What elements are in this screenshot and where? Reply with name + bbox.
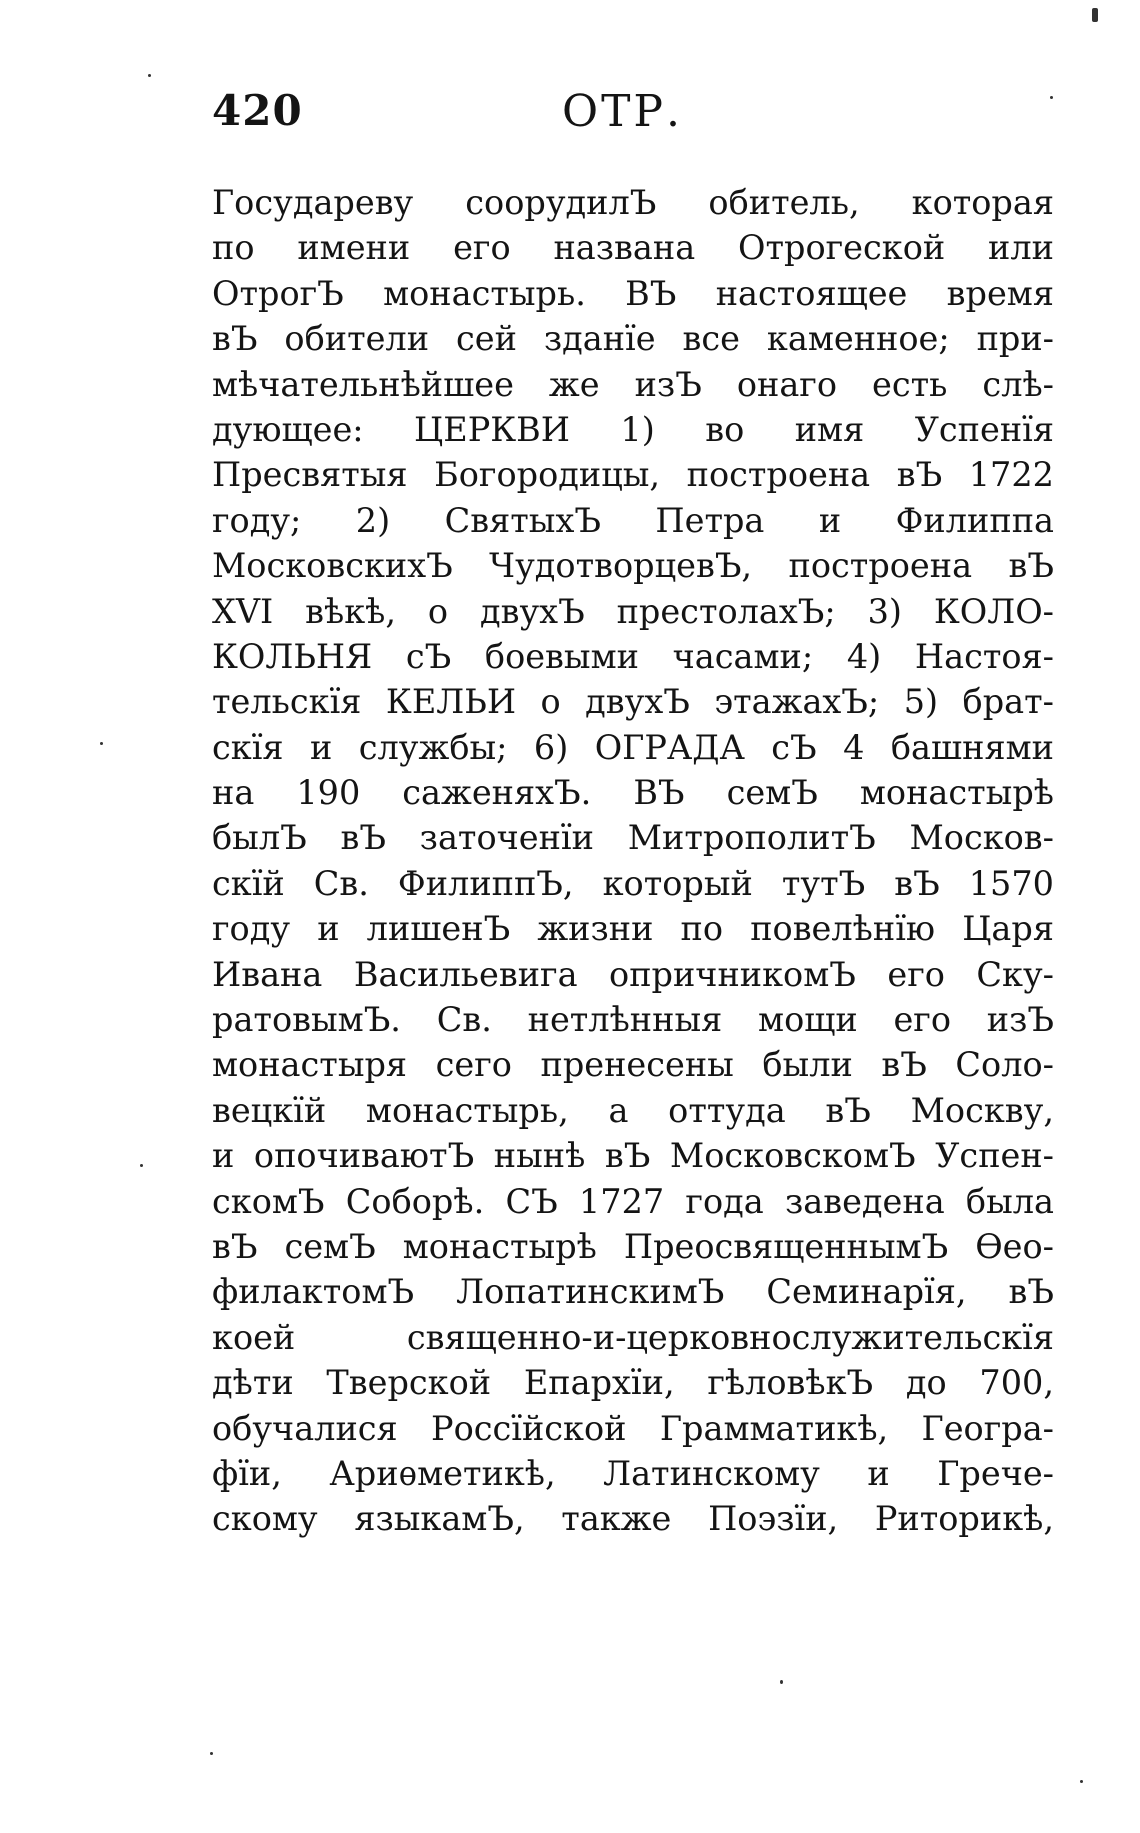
- text-line: дѣти Тверской Епархїи, гѣловѣкЪ до 700,: [212, 1363, 1054, 1403]
- text-line: тельскїя КЕЛЬИ о двухЪ этажахЪ; 5) брат-: [212, 682, 1054, 722]
- running-head: ОТР.: [562, 86, 684, 137]
- text-line: скому языкамЪ, также Поэзїи, Риторикѣ,: [212, 1499, 1054, 1539]
- body-text: [212, 180, 1054, 1542]
- text-line: МосковскихЪ ЧудотворцевЪ, построена вЪ: [212, 546, 1054, 586]
- text-line: дующее: ЦЕРКВИ 1) во имя Успенїя: [212, 409, 1054, 449]
- text-line: мѣчательнѣйшее же изЪ онаго есть слѣ-: [212, 364, 1054, 404]
- text-line: монастыря сего пренесены были вЪ Соло-: [212, 1045, 1054, 1085]
- text-line: вецкїй монастырь, а оттуда вЪ Москву,: [212, 1090, 1054, 1130]
- text-line: и опочиваютЪ нынѣ вЪ МосковскомЪ Успен-: [212, 1136, 1054, 1176]
- text-line: Пресвятыя Богородицы, построена вЪ 1722: [212, 455, 1054, 495]
- text-line: ОтрогЪ монастырь. ВЪ настоящее время: [212, 273, 1054, 313]
- scan-speck: [1050, 96, 1053, 99]
- page-header: [212, 78, 1052, 148]
- scan-speck: [1092, 8, 1098, 22]
- text-line: былЪ вЪ заточенїи МитрополитЪ Москов-: [212, 818, 1054, 858]
- text-line: фїи, Ариѳметикѣ, Латинскому и Грече-: [212, 1453, 1054, 1493]
- text-line: XVI вѣкѣ, о двухЪ престолахЪ; 3) КОЛО-: [212, 591, 1054, 631]
- text-line: вЪ семЪ монастырѣ ПреосвященнымЪ Ѳео-: [212, 1226, 1054, 1266]
- page-number: 420: [212, 86, 303, 135]
- text-line: скїй Св. ФилиппЪ, который тутЪ вЪ 1570: [212, 863, 1054, 903]
- text-line: на 190 саженяхЪ. ВЪ семЪ монастырѣ: [212, 773, 1054, 813]
- text-line: вЪ обители сей зданїе все каменное; при-: [212, 319, 1054, 359]
- scan-speck: [140, 1164, 143, 1167]
- scan-speck: [1080, 1780, 1083, 1783]
- scan-speck: [780, 1680, 783, 1684]
- text-line: по имени его названа Отрогеской или: [212, 228, 1054, 268]
- text-line: филактомЪ ЛопатинскимЪ Семинарїя, вЪ: [212, 1272, 1054, 1312]
- text-line: скомЪ Соборѣ. СЪ 1727 года заведена была: [212, 1181, 1054, 1221]
- text-line: Ивана Васильевига опричникомЪ его Ску-: [212, 954, 1054, 994]
- text-line: году; 2) СвятыхЪ Петра и Филиппа: [212, 500, 1054, 540]
- text-line: скїя и службы; 6) ОГРАДА сЪ 4 башнями: [212, 727, 1054, 767]
- scan-speck: [100, 742, 103, 745]
- text-line: коей священно-и-церковнослужительскїя: [212, 1317, 1054, 1357]
- scan-speck: [148, 74, 151, 77]
- text-line: ратовымЪ. Св. нетлѣнныя мощи его изЪ: [212, 1000, 1054, 1040]
- text-line: КОЛЬНЯ сЪ боевыми часами; 4) Настоя-: [212, 636, 1054, 676]
- scan-speck: [210, 1752, 213, 1755]
- text-line: Государеву соорудилЪ обитель, которая: [212, 183, 1054, 222]
- text-line: обучалися Россїйской Грамматикѣ, Геогра-: [212, 1408, 1054, 1448]
- text-line: году и лишенЪ жизни по повелѣнїю Царя: [212, 909, 1054, 949]
